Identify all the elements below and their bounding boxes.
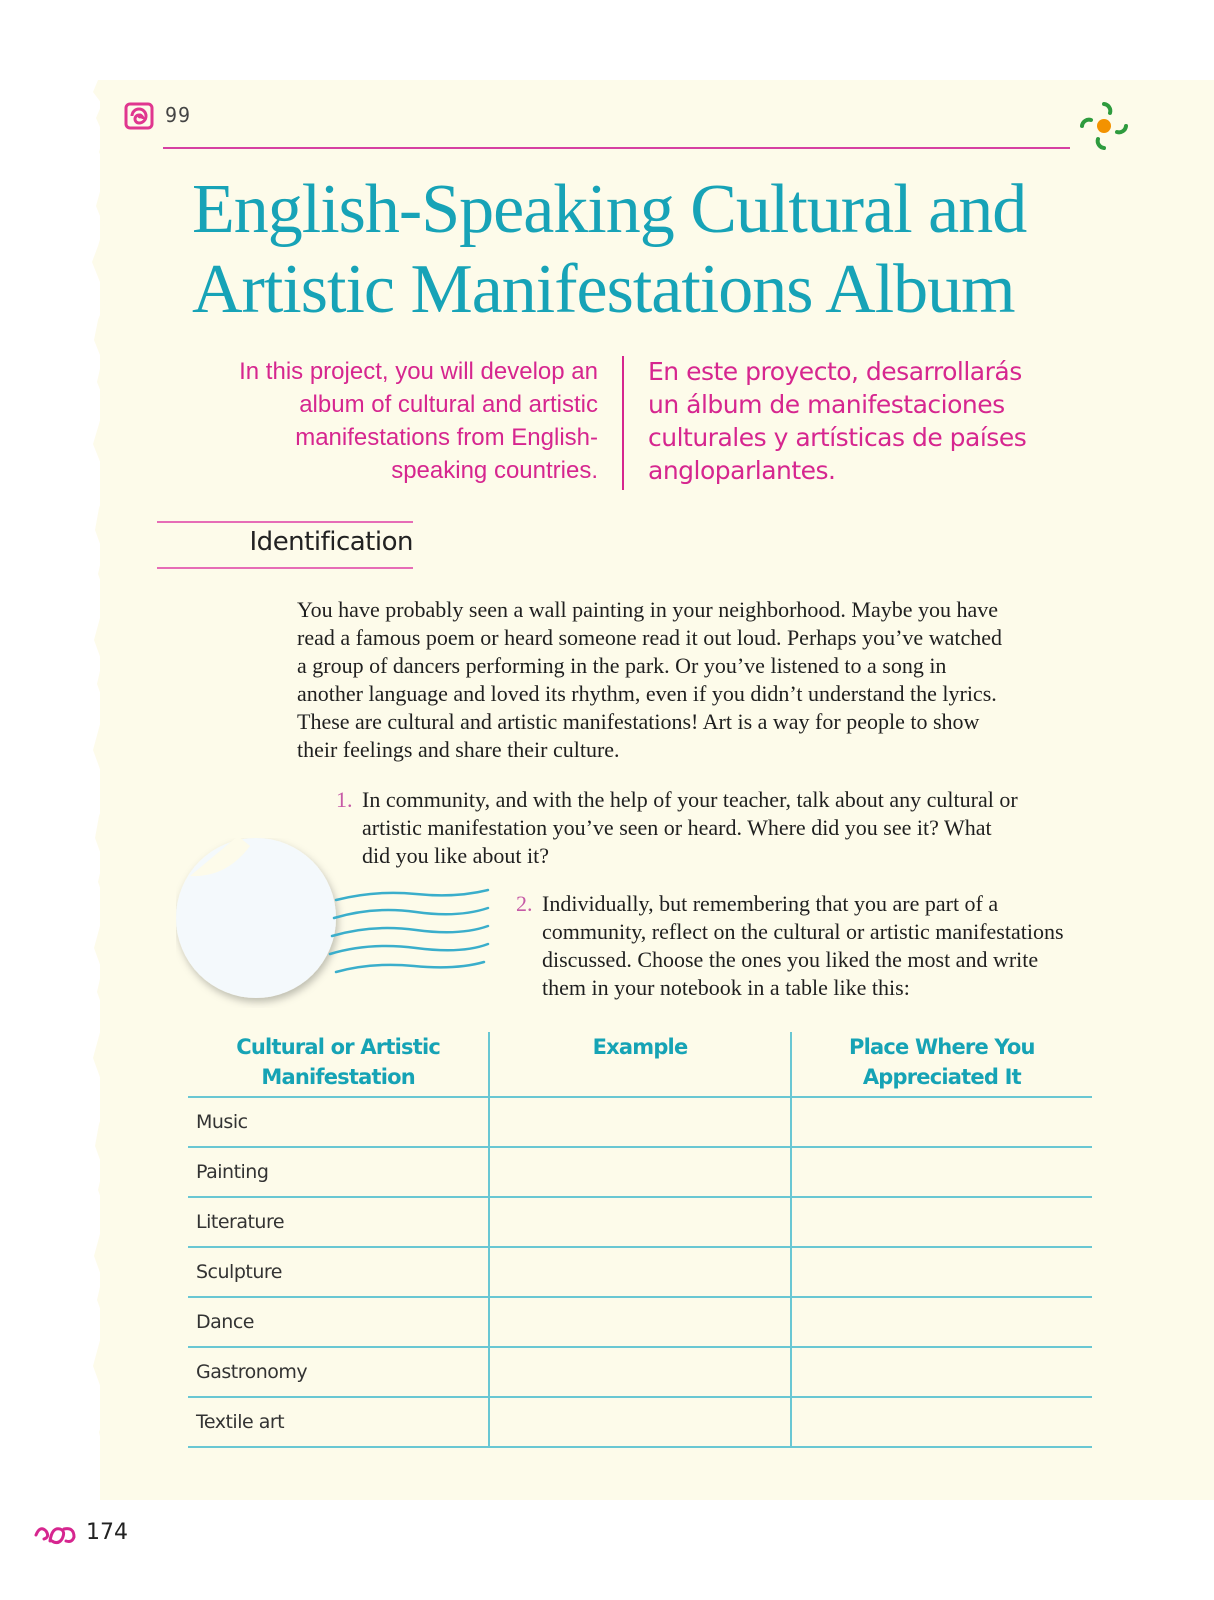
example-cell xyxy=(489,1347,790,1397)
table-row xyxy=(188,1197,1092,1247)
row-label: Painting xyxy=(188,1147,489,1197)
example-cell xyxy=(489,1147,790,1197)
row-label: Textile art xyxy=(188,1397,489,1447)
activity-number: 2. xyxy=(516,891,533,916)
page-title: English-Speaking Cultural and Artistic Manifestations Album xyxy=(192,171,1027,328)
example-cell xyxy=(489,1097,790,1147)
postmark-sticker-icon xyxy=(176,838,496,1008)
flower-icon xyxy=(1076,98,1132,154)
intro-divider xyxy=(622,356,624,490)
place-cell xyxy=(791,1247,1092,1297)
table-row xyxy=(188,1397,1092,1447)
torn-edge xyxy=(0,0,130,1500)
activity-text: Individually, but remembering that you are part of a community, reflect on the cultural or artistic manifestations discussed. Choose the ones you liked the most and write them in your notebook in a table like this: xyxy=(542,891,1064,1000)
top-rule xyxy=(163,147,1070,149)
section-rule-top xyxy=(157,521,413,523)
manifestations-table xyxy=(188,1032,1092,1448)
place-cell xyxy=(791,1147,1092,1197)
row-label: Literature xyxy=(188,1197,489,1247)
table-row xyxy=(188,1347,1092,1397)
identification-paragraph: You have probably seen a wall painting in your neighborhood. Maybe you have read a famous poem or heard someone read it out loud. Perhaps you’ve watched a group of dancers performing in the park. Or you’ve listened to a song in another language and loved its rhythm, even if you didn’t understand the lyrics. These are cultural and artistic manifestations! Art is a way for people to show their feelings and share their culture. xyxy=(297,597,1002,762)
table-row xyxy=(188,1097,1092,1147)
ornament-icon xyxy=(32,1521,78,1547)
example-cell xyxy=(489,1297,790,1347)
table-row xyxy=(188,1147,1092,1197)
section-heading: Identification xyxy=(249,527,413,557)
row-label: Music xyxy=(188,1097,489,1147)
row-label: Gastronomy xyxy=(188,1347,489,1397)
intro-english: In this project, you will develop an album of cultural and artistic manifestations from English-speaking countries. xyxy=(239,358,598,484)
table-header-row xyxy=(188,1032,1092,1097)
column-header-place: Place Where You Appreciated It xyxy=(791,1032,1092,1097)
example-cell xyxy=(489,1247,790,1297)
place-cell xyxy=(791,1347,1092,1397)
table-row xyxy=(188,1247,1092,1297)
activity-item xyxy=(516,890,1087,1002)
table-row xyxy=(188,1297,1092,1347)
section-rule-bottom xyxy=(157,567,413,569)
spiral-glyph-icon xyxy=(124,100,156,132)
row-label: Dance xyxy=(188,1297,489,1347)
page-number: 174 xyxy=(86,1520,128,1545)
row-label: Sculpture xyxy=(188,1247,489,1297)
place-cell xyxy=(791,1297,1092,1347)
intro-spanish: En este proyecto, desarrollarás un álbum de manifestaciones culturales y artísticas de países angloparlantes. xyxy=(648,357,1027,485)
activity-text: In community, and with the help of your teacher, talk about any cultural or artistic manifestation you’ve seen or heard. Where did you see it? What did you like about it? xyxy=(362,787,1018,868)
place-cell xyxy=(791,1097,1092,1147)
column-header-manifestation: Cultural or Artistic Manifestation xyxy=(188,1032,489,1097)
activity-number: 1. xyxy=(336,787,353,812)
place-cell xyxy=(791,1397,1092,1447)
example-cell xyxy=(489,1197,790,1247)
column-header-example: Example xyxy=(489,1032,790,1097)
example-cell xyxy=(489,1397,790,1447)
top-page-number: 99 xyxy=(165,103,192,127)
place-cell xyxy=(791,1197,1092,1247)
